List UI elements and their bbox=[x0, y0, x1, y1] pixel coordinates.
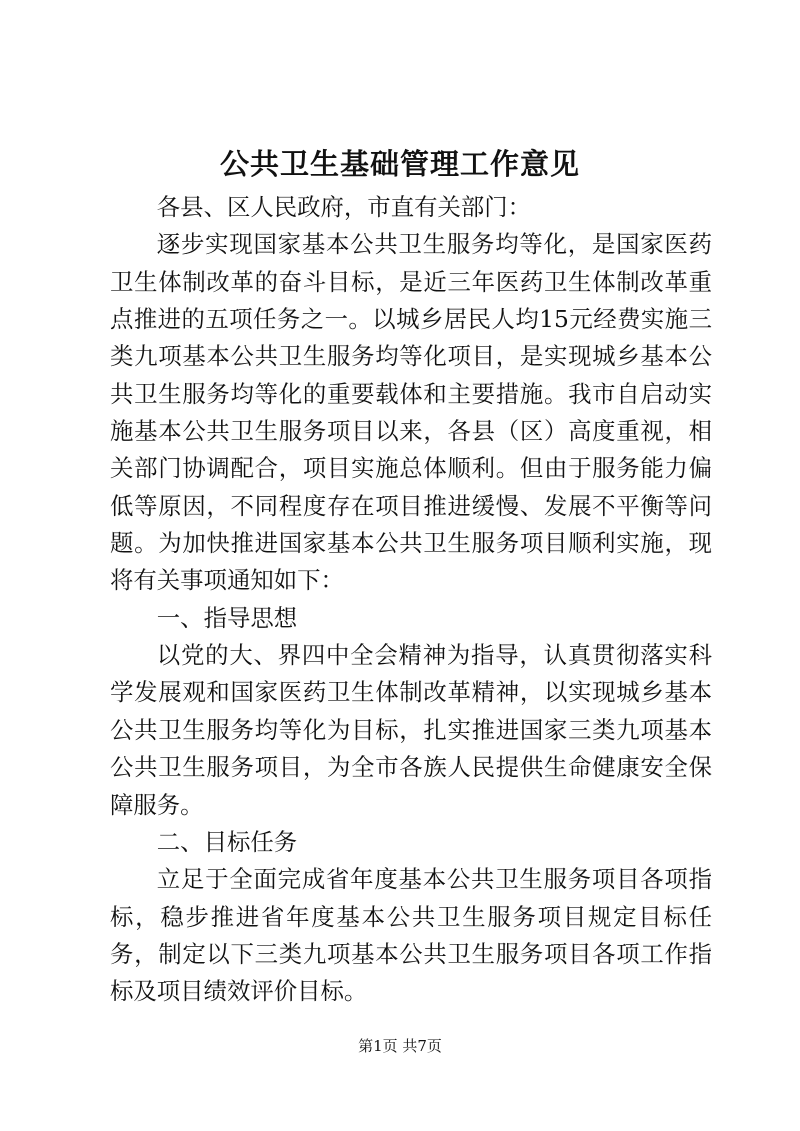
paragraph-guiding-ideology: 以党的大、界四中全会精神为指导，认真贯彻落实科学发展观和国家医药卫生体制改革精神，以实现城乡基本公共卫生服务均等化为目标，扎实推进国家三类九项基本公共卫生服务项目，为全市各族人民提供生命健康安全保障服务。 bbox=[110, 641, 712, 819]
paragraph-target-tasks: 立足于全面完成省年度基本公共卫生服务项目各项指标，稳步推进省年度基本公共卫生服务项目规定目标任务，制定以下三类九项基本公共卫生服务项目各项工作指标及项目绩效评价目标。 bbox=[110, 865, 712, 1006]
document-body bbox=[110, 189, 712, 1011]
paragraph-intro: 逐步实现国家基本公共卫生服务均等化，是国家医药卫生体制改革的奋斗目标，是近三年医药卫生体制改革重点推进的五项任务之一。以城乡居民人均15元经费实施三类九项基本公共卫生服务均等化项目，是实现城乡基本公共卫生服务均等化的重要载体和主要措施。我市自启动实施基本公共卫生服务项目以来，各县（区）高度重视，相关部门协调配合，项目实施总体顺利。但由于服务能力偏低等原因，不同程度存在项目推进缓慢、发展不平衡等问题。为加快推进国家基本公共卫生服务项目顺利实施，现将有关事项通知如下： bbox=[110, 230, 712, 595]
document-title: 公共卫生基础管理工作意见 bbox=[219, 147, 580, 181]
section-heading-guiding-ideology: 一、指导思想 bbox=[156, 603, 298, 632]
section-heading-target-tasks: 二、目标任务 bbox=[156, 827, 298, 856]
page-number-footer: 第1页 共7页 bbox=[358, 1037, 442, 1055]
salutation: 各县、区人民政府，市直有关部门： bbox=[156, 193, 532, 221]
